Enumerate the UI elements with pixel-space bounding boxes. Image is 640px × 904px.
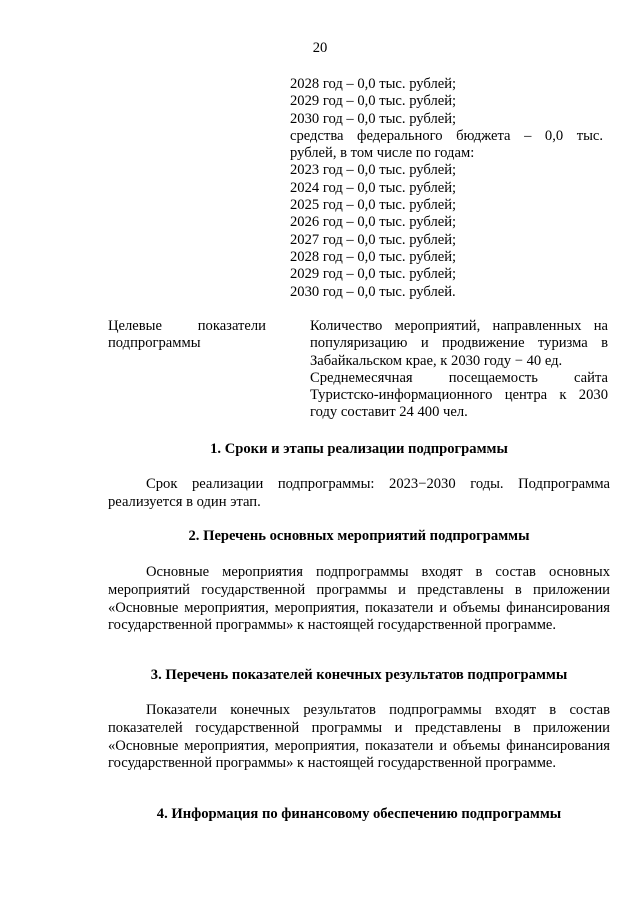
- page-number: 20: [312, 40, 328, 56]
- funding-line: 2023 год – 0,0 тыс. рублей;: [290, 162, 457, 179]
- funding-line: 2028 год – 0,0 тыс. рублей;: [290, 76, 457, 92]
- funding-line: 2029 год – 0,0 тыс. рублей;: [290, 266, 457, 283]
- target-indicator-site-attendance: Среднемесячная посещаемость сайта Туристско-информационного центра к 2030 году составит 24 400 чел.: [310, 369, 608, 421]
- funding-line: 2025 год – 0,0 тыс. рублей;: [290, 197, 457, 214]
- target-indicator-events-count: Количество мероприятий, направленных на популяризацию и продвижение туризма в Забайкальском крае, к 2030 году − 40 ед.: [310, 318, 608, 369]
- section-heading: 2. Перечень основных мероприятий подпрограммы: [188, 528, 530, 544]
- funding-line-federal-budget: средства федерального бюджета – 0,0 тыс.: [290, 127, 603, 144]
- section-heading: 4. Информация по финансовому обеспечению подпрограммы: [156, 806, 562, 822]
- section-heading: 1. Сроки и этапы реализации подпрограммы: [210, 441, 508, 457]
- section-body: Основные мероприятия подпрограммы входят в состав основных мероприятий государственной программы и представлены в приложении «Основные мероприятия, мероприятия, показатели и объемы финансирования государственной программы» к настоящей государственной программе.: [108, 564, 610, 634]
- section-body: Срок реализации подпрограммы: 2023−2030 годы. Подпрограмма реализуется в один этап.: [108, 476, 610, 510]
- section-heading: 3. Перечень показателей конечных результатов подпрограммы: [150, 667, 568, 683]
- target-indicators-label-line: подпрограммы: [108, 335, 201, 352]
- funding-line: 2030 год – 0,0 тыс. рублей;: [290, 110, 457, 127]
- funding-line: 2026 год – 0,0 тыс. рублей;: [290, 214, 457, 231]
- funding-line: 2028 год – 0,0 тыс. рублей;: [290, 248, 457, 265]
- target-indicators-label-line: Целевые показатели: [108, 318, 266, 334]
- funding-line: 2027 год – 0,0 тыс. рублей;: [290, 231, 457, 248]
- funding-by-year-list: [290, 76, 603, 301]
- target-indicators-label: [108, 318, 266, 353]
- target-indicators-values: [310, 318, 608, 422]
- funding-line: рублей, в том числе по годам:: [290, 145, 475, 162]
- funding-line: 2030 год – 0,0 тыс. рублей.: [290, 283, 456, 300]
- funding-line: 2024 год – 0,0 тыс. рублей;: [290, 179, 457, 196]
- section-body: Показатели конечных результатов подпрограммы входят в состав показателей государственной программы и представлены в приложении «Основные мероприятия, мероприятия, показатели и объемы финансирования государственной программы» к настоящей государственной программе.: [108, 702, 610, 772]
- funding-line: 2029 год – 0,0 тыс. рублей;: [290, 93, 457, 110]
